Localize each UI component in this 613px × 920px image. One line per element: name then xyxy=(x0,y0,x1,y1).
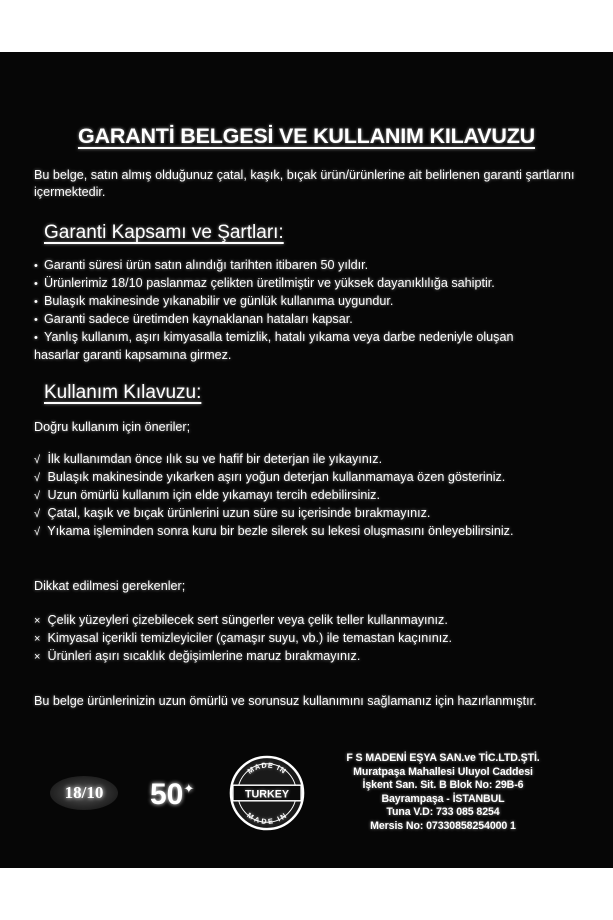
company-address-line2: İşkent San. Sit. B Blok No: 29B-6 xyxy=(362,779,524,792)
company-address-line1: Muratpaşa Mahallesi Uluyol Caddesi xyxy=(353,765,533,778)
fifty-years-badge xyxy=(150,775,206,815)
seal-top-text: MADE IN xyxy=(245,760,289,776)
check-icon: √ xyxy=(34,526,41,538)
check-icon: √ xyxy=(34,490,41,502)
cross-icon: × xyxy=(34,651,41,663)
list-item: √ İlk kullanımdan önce ılık su ve hafif bir deterjan ile yıkayınız. xyxy=(34,451,594,469)
check-icon: √ xyxy=(34,454,41,466)
cross-icon: × xyxy=(34,633,41,645)
warranty-scope-list xyxy=(34,257,594,364)
list-item: √ Bulaşık makinesinde yıkarken aşırı yoğun deterjan kullanmamaya özen gösteriniz. xyxy=(34,469,594,487)
company-info xyxy=(318,752,568,834)
usage-guide-heading: Kullanım Kılavuzu: xyxy=(44,382,202,403)
recommendations-lead: Doğru kullanım için öneriler; xyxy=(34,420,191,434)
cautions-list xyxy=(34,612,594,666)
cross-icon: × xyxy=(34,615,41,627)
seal-bottom-text: MADE IN xyxy=(245,810,289,827)
list-item: • Garanti süresi ürün satın alındığı tarihten itibaren 50 yıldır. xyxy=(34,257,594,275)
years-value: 50 xyxy=(150,778,184,811)
cautions-lead: Dikkat edilmesi gerekenler; xyxy=(34,579,186,593)
list-item: √ Yıkama işleminden sonra kuru bir bezle silerek su lekesi oluşmasını önleyebilirsiniz. xyxy=(34,523,514,541)
list-item: × Ürünleri aşırı sıcaklık değişimlerine maruz bırakmayınız. xyxy=(34,648,594,666)
check-icon: √ xyxy=(34,508,41,520)
star-icon: ✦ xyxy=(183,781,195,796)
steel-grade-badge: 18/10 xyxy=(50,776,118,810)
bullet-icon: • xyxy=(34,278,38,290)
list-item: • Yanlış kullanım, aşırı kimyasalla temizlik, hatalı yıkama veya darbe nedeniyle oluşan hasarlar garanti kapsamına girmez. xyxy=(34,330,514,362)
list-item: × Çelik yüzeyleri çizebilecek sert süngerler veya çelik teller kullanmayınız. xyxy=(34,612,594,630)
list-item: • Bulaşık makinesinde yıkanabilir ve günlük kullanıma uygundur. xyxy=(34,293,594,311)
company-district: Bayrampaşa - İSTANBUL xyxy=(381,792,505,805)
list-item: • Garanti sadece üretimden kaynaklanan hataları kapsar. xyxy=(34,311,594,329)
list-item: √ Uzun ömürlü kullanım için elde yıkamayı tercih edebilirsiniz. xyxy=(34,487,594,505)
warranty-card xyxy=(0,52,613,868)
list-item: • Ürünlerimiz 18/10 paslanmaz çelikten üretilmiştir ve yüksek dayanıklılığa sahiptir. xyxy=(34,275,594,293)
bullet-icon: • xyxy=(34,260,38,272)
page-title: GARANTİ BELGESİ VE KULLANIM KILAVUZU xyxy=(77,124,536,148)
made-in-turkey-seal-icon xyxy=(228,754,306,832)
list-item: √ Çatal, kaşık ve bıçak ürünlerini uzun süre su içerisinde bırakmayınız. xyxy=(34,505,594,523)
list-item: × Kimyasal içerikli temizleyiciler (çamaşır suyu, vb.) ile temastan kaçınınız. xyxy=(34,630,594,648)
recommendations-list xyxy=(34,451,594,541)
company-tax: Tuna V.D: 733 085 8254 xyxy=(386,806,500,819)
bullet-icon: • xyxy=(34,332,38,344)
intro-paragraph: Bu belge, satın almış olduğunuz çatal, kaşık, bıçak ürün/ürünlerine ait belirlenen garanti şartlarını içermektedir. xyxy=(34,168,575,199)
seal-center-text: TURKEY xyxy=(244,788,290,801)
company-name: F S MADENİ EŞYA SAN.ve TİC.LTD.ŞTİ. xyxy=(346,752,540,764)
company-mersis: Mersis No: 07330858254000 1 xyxy=(370,819,516,832)
warranty-scope-heading: Garanti Kapsamı ve Şartları: xyxy=(44,222,284,243)
bullet-icon: • xyxy=(34,314,38,326)
closing-paragraph: Bu belge ürünlerinizin uzun ömürlü ve sorunsuz kullanımını sağlamanız için hazırlanmıştır. xyxy=(34,694,537,708)
bullet-icon: • xyxy=(34,296,38,308)
check-icon: √ xyxy=(34,472,41,484)
